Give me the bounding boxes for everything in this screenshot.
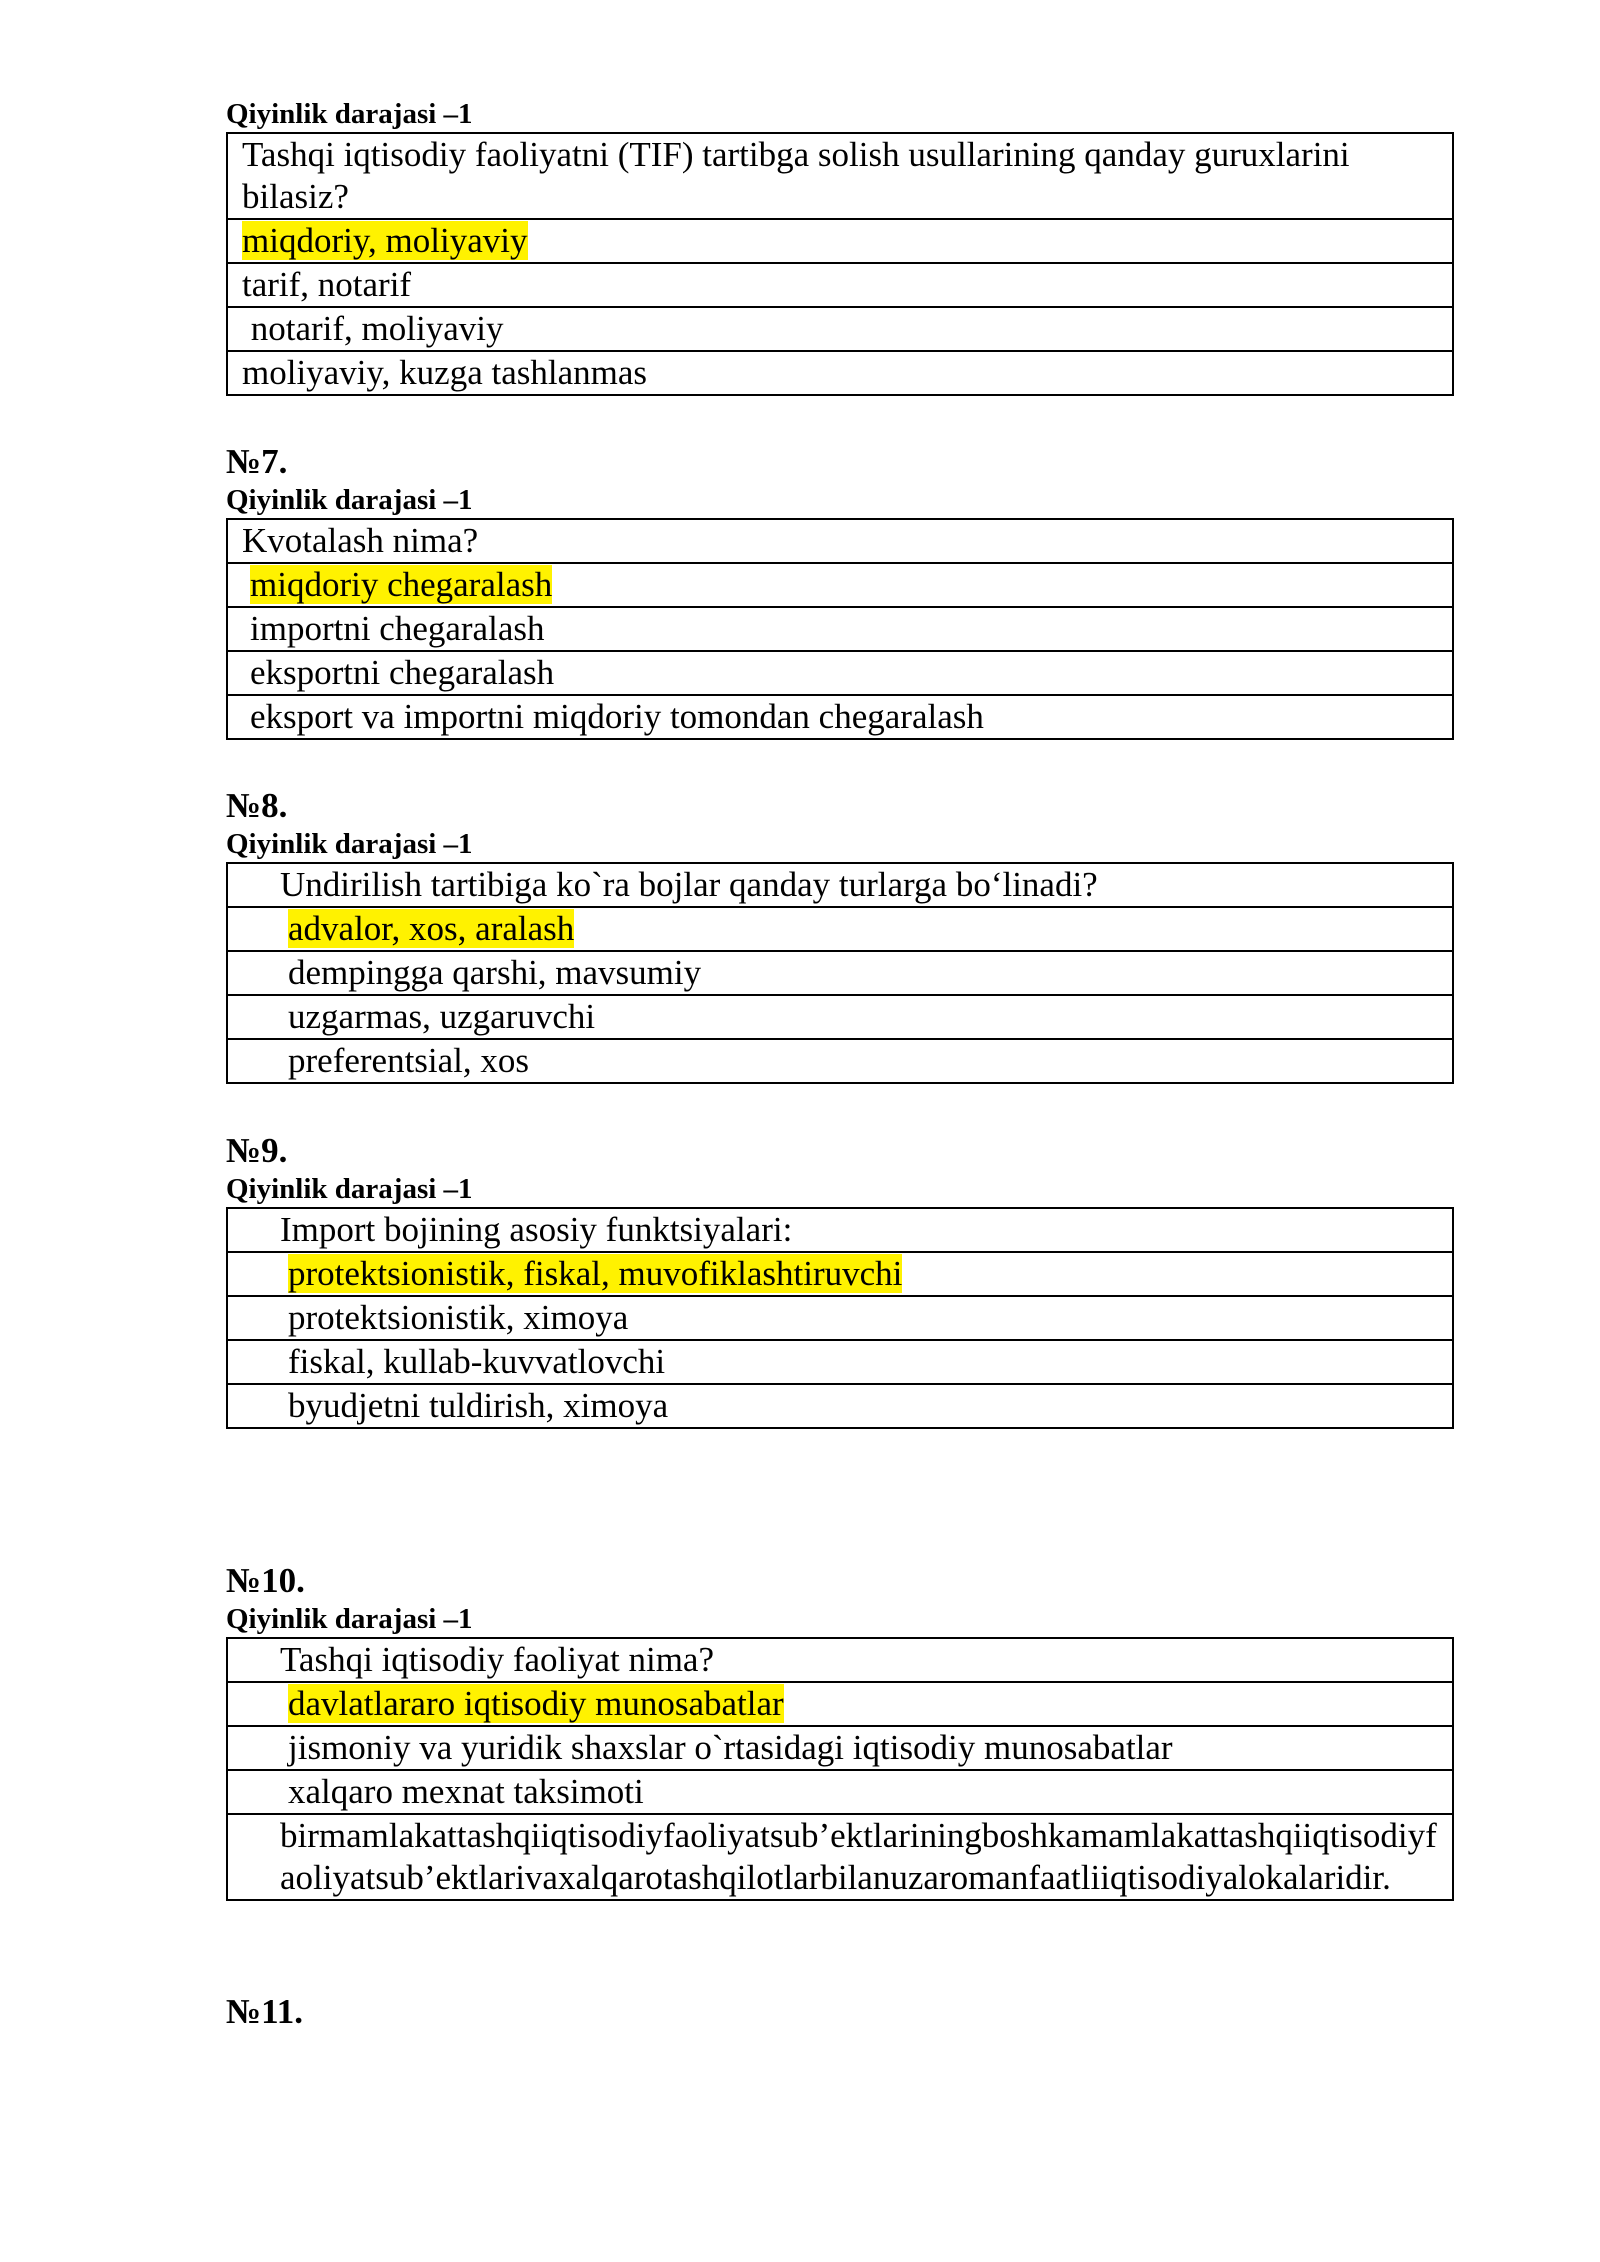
question-row bbox=[227, 133, 1453, 219]
answer-row bbox=[227, 219, 1453, 263]
answer-option: dempingga qarshi, mavsumiy bbox=[288, 953, 702, 992]
question-row bbox=[227, 1208, 1453, 1252]
answer-option-correct: advalor, xos, aralash bbox=[288, 909, 575, 948]
difficulty-level: Qiyinlik darajasi –1 bbox=[226, 1173, 473, 1205]
question-block-11 bbox=[226, 1992, 1454, 2032]
difficulty-level: Qiyinlik darajasi –1 bbox=[226, 1603, 473, 1635]
question-block-8 bbox=[226, 786, 1454, 1084]
answer-option: xalqaro mexnat taksimoti bbox=[288, 1772, 644, 1811]
question-number: №8. bbox=[226, 786, 288, 825]
question-row bbox=[227, 1638, 1453, 1682]
answer-row bbox=[227, 651, 1453, 695]
answer-row bbox=[227, 1682, 1453, 1726]
question-number: №7. bbox=[226, 442, 288, 481]
question-block-9 bbox=[226, 1131, 1454, 1429]
question-text: Kvotalash nima? bbox=[227, 519, 1453, 563]
question-block-10 bbox=[226, 1561, 1454, 1901]
question-number: №11. bbox=[226, 1992, 303, 2031]
answer-option: notarif, moliyaviy bbox=[242, 309, 504, 348]
difficulty-level: Qiyinlik darajasi –1 bbox=[226, 98, 473, 130]
answer-row bbox=[227, 351, 1453, 395]
answer-row bbox=[227, 695, 1453, 739]
difficulty-level: Qiyinlik darajasi –1 bbox=[226, 828, 473, 860]
answer-row bbox=[227, 1384, 1453, 1428]
answer-option: protektsionistik, ximoya bbox=[288, 1298, 629, 1337]
answer-row bbox=[227, 307, 1453, 351]
answer-row bbox=[227, 1726, 1453, 1770]
answer-option-correct: protektsionistik, fiskal, muvofiklashtiruvchi bbox=[288, 1254, 903, 1293]
answer-option: uzgarmas, uzgaruvchi bbox=[288, 997, 596, 1036]
question-table bbox=[226, 1637, 1454, 1901]
answer-option: eksportni chegaralash bbox=[250, 653, 555, 692]
answer-row bbox=[227, 1296, 1453, 1340]
answer-option-correct: davlatlararo iqtisodiy munosabatlar bbox=[288, 1684, 784, 1723]
answer-row bbox=[227, 563, 1453, 607]
answer-row bbox=[227, 907, 1453, 951]
question-text: Import bojining asosiy funktsiyalari: bbox=[227, 1208, 1453, 1252]
answer-option: importni chegaralash bbox=[250, 609, 545, 648]
question-table bbox=[226, 132, 1454, 396]
question-text: Tashqi iqtisodiy faoliyatni (TIF) tartibga solish usullarining qanday guruxlarini bilasiz? bbox=[227, 133, 1453, 219]
answer-option: tarif, notarif bbox=[242, 265, 412, 304]
answer-row bbox=[227, 1814, 1453, 1900]
answer-option: jismoniy va yuridik shaxslar o`rtasidagi iqtisodiy munosabatlar bbox=[288, 1728, 1173, 1767]
question-text: Tashqi iqtisodiy faoliyat nima? bbox=[227, 1638, 1453, 1682]
answer-option: byudjetni tuldirish, ximoya bbox=[288, 1386, 669, 1425]
answer-row bbox=[227, 1252, 1453, 1296]
question-text: Undirilish tartibiga ko`ra bojlar qanday turlarga bo‘linadi? bbox=[227, 863, 1453, 907]
difficulty-level: Qiyinlik darajasi –1 bbox=[226, 484, 473, 516]
answer-row bbox=[227, 951, 1453, 995]
answer-row bbox=[227, 995, 1453, 1039]
question-table bbox=[226, 518, 1454, 740]
question-row bbox=[227, 519, 1453, 563]
question-table bbox=[226, 1207, 1454, 1429]
answer-option-correct: miqdoriy chegaralash bbox=[250, 565, 553, 604]
answer-row bbox=[227, 1039, 1453, 1083]
question-block-6 bbox=[226, 96, 1454, 396]
answer-option: birmamlakattashqiiqtisodiyfaoliyatsub’ektlariningboshkamamlakattashqiiqtisodiyfaoliyatsub’ektlarivaxalqarotashqilotlarbilanuzaromanfaatliiqtisodiyalokalaridir. bbox=[280, 1816, 1437, 1897]
answer-option: moliyaviy, kuzga tashlanmas bbox=[242, 353, 647, 392]
question-number: №9. bbox=[226, 1131, 288, 1170]
answer-row bbox=[227, 1770, 1453, 1814]
answer-option-correct: miqdoriy, moliyaviy bbox=[242, 221, 528, 260]
question-block-7 bbox=[226, 442, 1454, 740]
answer-row bbox=[227, 263, 1453, 307]
answer-option: fiskal, kullab-kuvvatlovchi bbox=[288, 1342, 666, 1381]
answer-row bbox=[227, 607, 1453, 651]
answer-row bbox=[227, 1340, 1453, 1384]
question-table bbox=[226, 862, 1454, 1084]
answer-option: eksport va importni miqdoriy tomondan chegaralash bbox=[250, 697, 984, 736]
question-number: №10. bbox=[226, 1561, 305, 1600]
answer-option: preferentsial, xos bbox=[288, 1041, 530, 1080]
question-row bbox=[227, 863, 1453, 907]
